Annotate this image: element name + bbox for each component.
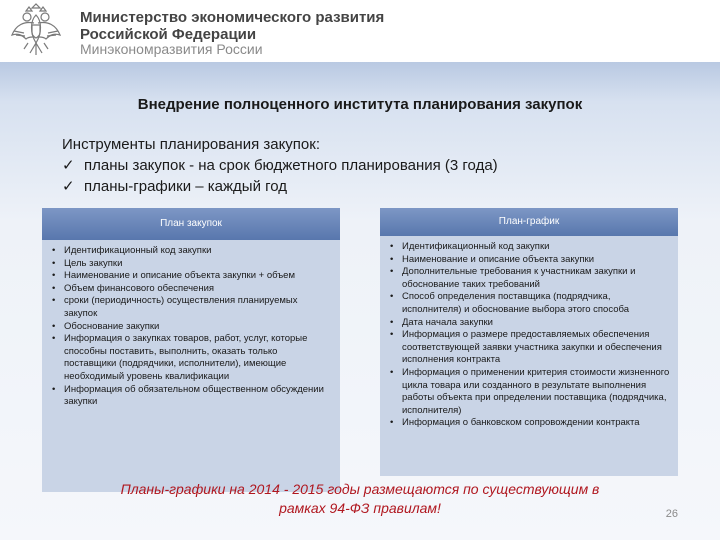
footer-note-line1: Планы-графики на 2014 - 2015 годы размещаются по существующим в xyxy=(120,481,600,497)
list-item: • Наименование и описание объекта закупки + объем xyxy=(52,270,332,283)
tools-intro: Инструменты планирования закупок: xyxy=(62,136,321,153)
list-item: • Обоснование закупки xyxy=(52,321,332,334)
organization-short-name: Минэкономразвития России xyxy=(80,41,263,57)
list-item: • Дата начала закупки xyxy=(390,317,670,330)
tools-item xyxy=(62,176,498,197)
list-item: • Информация о размере предоставляемых обеспечения соответствующей заявки участника закупки и обеспечения исполнения контракта xyxy=(390,329,670,367)
procurement-plan-panel xyxy=(42,208,340,492)
schedule-list xyxy=(380,236,678,430)
checkmark-icon: ✓ xyxy=(62,178,75,195)
list-item: • Информация о закупках товаров, работ, услуг, которые способны поставить, выполнить, оказать только поставщики (подрядчики, исполнители), имеющие необходимый уровень квалификации xyxy=(52,333,332,383)
list-item: • Информация о применении критерия стоимости жизненного цикла товара или созданного в результате выполнения работы объекта при определении поставщика (подрядчика, исполнителя) xyxy=(390,367,670,417)
slide xyxy=(0,62,720,540)
coat-of-arms-icon xyxy=(8,3,64,59)
list-item: • Цель закупки xyxy=(52,258,332,271)
header xyxy=(0,0,720,62)
list-item: • Наименование и описание объекта закупки xyxy=(390,254,670,267)
planning-tools xyxy=(62,134,498,197)
list-item: • Объем финансового обеспечения xyxy=(52,283,332,296)
tools-item-label: планы закупок - на срок бюджетного планирования (3 года) xyxy=(84,157,498,174)
list-item: • Дополнительные требования к участникам закупки и обоснование таких требований xyxy=(390,266,670,291)
schedule-title: План-график xyxy=(380,208,678,236)
footer-note-line2: рамках 94-ФЗ правилам! xyxy=(279,500,441,516)
page-number: 26 xyxy=(665,508,678,520)
list-item: • Способ определения поставщика (подрядчика, исполнителя) и обоснование выбора этого способа xyxy=(390,291,670,316)
list-item: • Информация о банковском сопровождении контракта xyxy=(390,417,670,430)
list-item: • сроки (периодичность) осуществления планируемых закупок xyxy=(52,295,332,320)
organization-name xyxy=(80,9,384,43)
procurement-plan-title: План закупок xyxy=(42,208,340,240)
list-item: • Идентификационный код закупки xyxy=(52,245,332,258)
tools-item-label: планы-графики – каждый год xyxy=(84,178,288,195)
list-item: • Идентификационный код закупки xyxy=(390,241,670,254)
slide-title: Внедрение полноценного института планирования закупок xyxy=(137,96,583,113)
schedule-panel xyxy=(380,208,678,476)
list-item: • Информация об обязательном общественном обсуждении закупки xyxy=(52,384,332,409)
tools-item xyxy=(62,155,498,176)
organization-name-line1: Министерство экономического развития xyxy=(80,9,385,26)
procurement-plan-list xyxy=(42,240,340,409)
checkmark-icon: ✓ xyxy=(62,157,75,174)
footer-note xyxy=(40,480,680,518)
organization-name-line2: Российской Федерации xyxy=(80,26,257,43)
